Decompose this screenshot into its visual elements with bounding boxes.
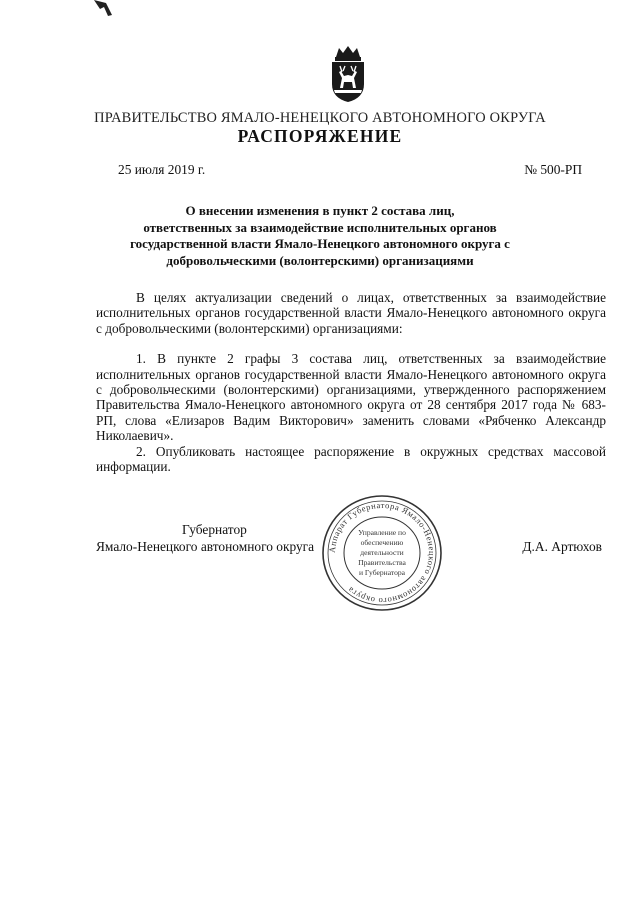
stamp-line: Управление по [358,528,406,537]
document-date: 25 июля 2019 г. [118,162,206,177]
stamp-line: Правительства [358,558,406,567]
preamble-paragraph: В целях актуализации сведений о лицах, ответственных за взаимодействие исполнительных органов государственной власти Ямало-Ненецкого автономного округа с добровольческими (волонтерскими) организациями: [96,290,606,336]
scan-mark-icon [92,0,114,16]
stamp-line: обеспечению [360,538,404,547]
item-2-paragraph: 2. Опубликовать настоящее распоряжение в окружных средствах массовой информации. [96,443,606,475]
organization-title: ПРАВИТЕЛЬСТВО ЯМАЛО-НЕНЕЦКОГО АВТОНОМНОГО ОКРУГА [94,110,546,126]
signer-region: Ямало-Ненецкого автономного округа [96,539,315,554]
stamp-line: и Губернатора [358,568,406,577]
document-subject [100,203,540,269]
document-type: РАСПОРЯЖЕНИЕ [237,126,403,146]
stamp-ring-text: Аппарат Губернатора Ямало-Ненецкого автономного округа [326,499,438,607]
item-1-paragraph: 1. В пункте 2 графы 3 состава лиц, ответственных за взаимодействие исполнительных органов государственной власти Ямало-Ненецкого автономного округа с добровольческими (волонтерскими) организациями, утвержденного распоряжением Правительства Ямало-Ненецкого автономного округа от 28 сентября 2017 года № 683-РП, слова «Елизаров Вадим Викторович» заменить словами «Рябченко Александр Николаевич». [96,351,606,444]
coat-of-arms-icon [326,44,370,104]
subject-line: ответственных за взаимодействие исполнительных органов [143,219,497,235]
signer-title: Губернатор [182,522,247,537]
official-stamp [320,493,444,613]
subject-line: добровольческими (волонтерскими) организациями [166,252,474,268]
subject-line: государственной власти Ямало-Ненецкого автономного округа с [130,236,510,251]
document-body [96,290,606,474]
signer-name: Д.А. Артюхов [522,539,602,554]
stamp-line: деятельности [360,548,404,557]
document-number: № 500-РП [524,162,582,177]
subject-line: О внесении изменения в пункт 2 состава лиц, [185,203,455,218]
